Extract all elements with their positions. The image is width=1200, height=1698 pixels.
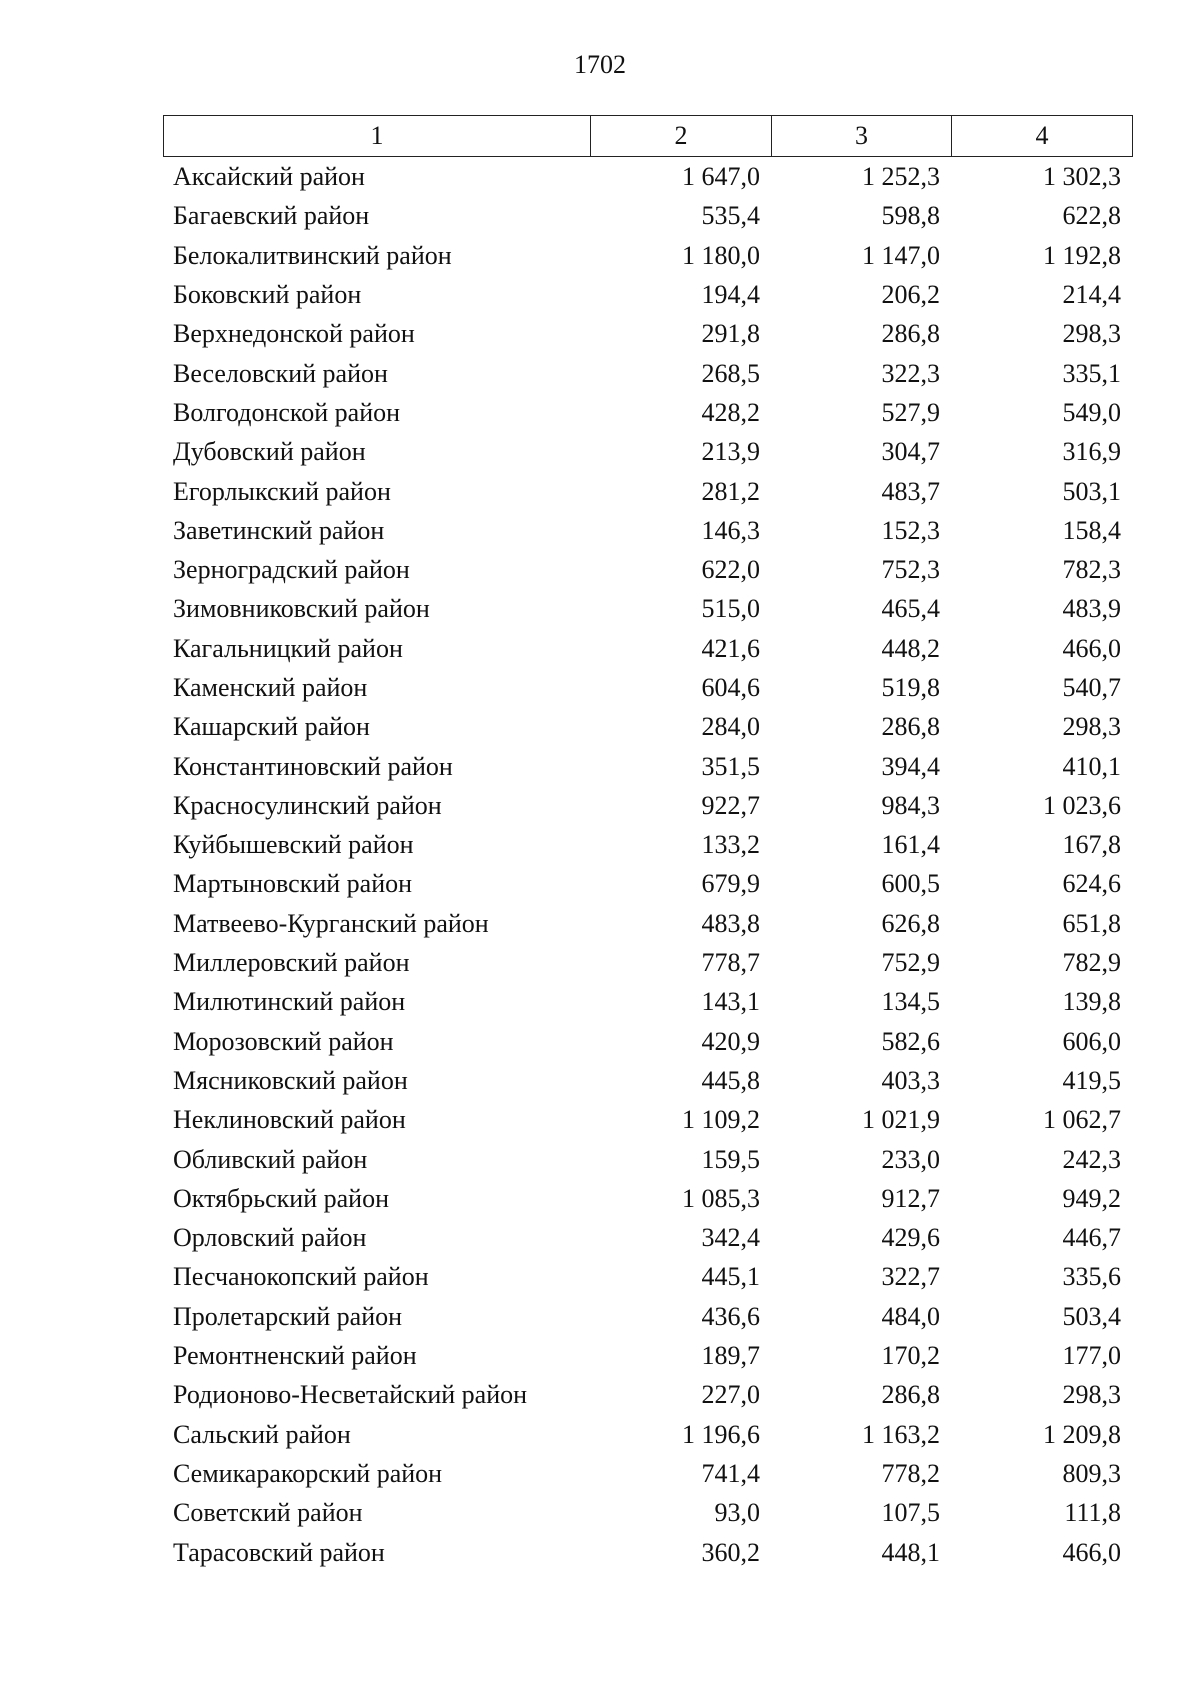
district-name: Песчанокопский район xyxy=(173,1262,429,1292)
table-row xyxy=(163,982,1132,1021)
value-col-3: 598,8 xyxy=(881,201,940,231)
value-col-3: 206,2 xyxy=(881,280,940,310)
value-col-3: 527,9 xyxy=(881,397,940,427)
table-row xyxy=(163,393,1132,432)
value-col-3: 519,8 xyxy=(881,673,940,702)
value-col-2: 93,0 xyxy=(714,1498,760,1528)
value-col-3: 233,0 xyxy=(881,1144,940,1174)
value-col-4: 242,3 xyxy=(1062,1144,1121,1174)
value-col-3: 483,7 xyxy=(881,476,940,506)
district-name: Кагальницкий район xyxy=(173,633,403,663)
value-col-2: 133,2 xyxy=(701,830,760,860)
district-name: Неклиновский район xyxy=(173,1105,406,1135)
value-col-3: 1 021,9 xyxy=(862,1105,940,1135)
value-col-3: 1 252,3 xyxy=(862,162,940,192)
district-name: Багаевский район xyxy=(173,201,370,231)
value-col-3: 778,2 xyxy=(881,1458,940,1488)
table-row xyxy=(163,314,1132,353)
value-col-3: 107,5 xyxy=(881,1498,940,1528)
value-col-2: 741,4 xyxy=(701,1458,760,1488)
district-name: Аксайский район xyxy=(173,162,365,192)
table-row xyxy=(163,943,1132,982)
header-col-4: 4 xyxy=(952,116,1133,157)
district-name: Волгодонской район xyxy=(173,397,401,427)
table-header xyxy=(163,115,1133,157)
value-col-3: 1 147,0 xyxy=(862,240,940,270)
table-row xyxy=(163,589,1132,628)
district-name: Егорлыкский район xyxy=(173,476,391,506)
value-col-3: 912,7 xyxy=(881,1183,940,1213)
page-number: 1702 xyxy=(574,50,626,79)
value-col-2: 1 085,3 xyxy=(682,1183,760,1213)
table-row xyxy=(163,275,1132,314)
value-col-3: 465,4 xyxy=(881,594,940,624)
value-col-4: 549,0 xyxy=(1062,397,1121,427)
district-name: Советский район xyxy=(173,1498,363,1528)
district-name: Верхнедонской район xyxy=(173,319,415,349)
table-row xyxy=(163,1218,1132,1257)
district-name: Белокалитвинский район xyxy=(173,240,452,270)
value-col-2: 922,7 xyxy=(701,790,760,820)
value-col-2: 778,7 xyxy=(701,948,760,978)
district-name: Веселовский район xyxy=(173,358,388,388)
district-name: Миллеровский район xyxy=(173,948,410,978)
value-col-2: 445,8 xyxy=(701,1065,760,1095)
district-name: Семикаракорский район xyxy=(173,1458,443,1488)
district-name: Константиновский район xyxy=(173,751,453,781)
value-col-3: 304,7 xyxy=(881,437,940,467)
table-row xyxy=(163,904,1132,943)
value-col-2: 281,2 xyxy=(701,476,760,506)
value-col-3: 322,7 xyxy=(881,1262,940,1292)
value-col-4: 1 023,6 xyxy=(1043,790,1121,820)
district-name: Ремонтненский район xyxy=(173,1341,417,1371)
value-col-3: 429,6 xyxy=(881,1223,940,1253)
value-col-3: 626,8 xyxy=(881,908,940,938)
value-col-2: 268,5 xyxy=(701,358,760,388)
district-name: Матвеево-Курганский район xyxy=(173,908,489,938)
value-col-4: 1 062,7 xyxy=(1043,1105,1121,1135)
value-col-4: 1 302,3 xyxy=(1043,162,1121,192)
value-col-4: 809,3 xyxy=(1062,1458,1121,1488)
district-name: Тарасовский район xyxy=(173,1537,385,1567)
district-name: Каменский район xyxy=(173,673,368,702)
table-row xyxy=(163,1493,1132,1532)
value-col-4: 949,2 xyxy=(1062,1183,1121,1213)
value-col-4: 782,3 xyxy=(1062,555,1121,585)
table-row xyxy=(163,746,1132,785)
value-col-4: 335,1 xyxy=(1062,358,1121,388)
value-col-4: 410,1 xyxy=(1062,751,1121,781)
value-col-4: 503,1 xyxy=(1062,476,1121,506)
value-col-4: 651,8 xyxy=(1062,908,1121,938)
value-col-4: 298,3 xyxy=(1062,1380,1121,1410)
district-name: Пролетарский район xyxy=(173,1301,403,1331)
value-col-2: 428,2 xyxy=(701,397,760,427)
value-col-3: 322,3 xyxy=(881,358,940,388)
table-row xyxy=(163,1061,1132,1100)
value-col-4: 622,8 xyxy=(1062,201,1121,231)
value-col-4: 167,8 xyxy=(1062,830,1121,860)
value-col-4: 483,9 xyxy=(1062,594,1121,624)
table-row xyxy=(163,353,1132,392)
value-col-4: 158,4 xyxy=(1062,515,1121,545)
value-col-4: 139,8 xyxy=(1062,987,1121,1017)
value-col-2: 284,0 xyxy=(701,712,760,742)
value-col-3: 170,2 xyxy=(881,1341,940,1371)
district-name: Куйбышевский район xyxy=(173,830,414,860)
value-col-4: 782,9 xyxy=(1062,948,1121,978)
value-col-2: 159,5 xyxy=(701,1144,760,1174)
header-row xyxy=(164,116,1133,157)
district-name: Орловский район xyxy=(173,1223,367,1253)
district-table xyxy=(163,157,1132,1572)
value-col-4: 177,0 xyxy=(1062,1341,1121,1371)
value-col-2: 1 196,6 xyxy=(682,1419,760,1449)
table-row xyxy=(163,236,1132,275)
district-name: Морозовский район xyxy=(173,1026,394,1056)
value-col-3: 403,3 xyxy=(881,1065,940,1095)
value-col-4: 624,6 xyxy=(1062,869,1121,899)
value-col-4: 419,5 xyxy=(1062,1065,1121,1095)
value-col-3: 286,8 xyxy=(881,712,940,742)
table-row xyxy=(163,707,1132,746)
value-col-2: 515,0 xyxy=(701,594,760,624)
value-col-3: 582,6 xyxy=(881,1026,940,1056)
value-col-4: 298,3 xyxy=(1062,319,1121,349)
value-col-4: 540,7 xyxy=(1062,673,1121,702)
table-row xyxy=(163,157,1132,196)
value-col-4: 335,6 xyxy=(1062,1262,1121,1292)
value-col-2: 1 109,2 xyxy=(682,1105,760,1135)
value-col-2: 143,1 xyxy=(701,987,760,1017)
value-col-4: 606,0 xyxy=(1062,1026,1121,1056)
value-col-2: 351,5 xyxy=(701,751,760,781)
value-col-2: 342,4 xyxy=(701,1223,760,1253)
value-col-2: 291,8 xyxy=(701,319,760,349)
district-name: Мясниковский район xyxy=(173,1065,408,1095)
value-col-3: 134,5 xyxy=(881,987,940,1017)
table-row xyxy=(163,629,1132,668)
district-name: Зерноградский район xyxy=(173,555,410,585)
table-row xyxy=(163,825,1132,864)
value-col-4: 446,7 xyxy=(1062,1223,1121,1253)
district-name: Обливский район xyxy=(173,1144,368,1174)
district-name: Дубовский район xyxy=(173,437,366,467)
value-col-4: 1 192,8 xyxy=(1043,240,1121,270)
value-col-4: 466,0 xyxy=(1062,633,1121,663)
value-col-2: 1 647,0 xyxy=(682,162,760,192)
value-col-4: 466,0 xyxy=(1062,1537,1121,1567)
table-row xyxy=(163,1257,1132,1296)
district-name: Заветинский район xyxy=(173,515,385,545)
district-name: Мартыновский район xyxy=(173,869,413,899)
table-row xyxy=(163,1415,1132,1454)
value-col-2: 420,9 xyxy=(701,1026,760,1056)
value-col-2: 146,3 xyxy=(701,515,760,545)
district-name: Милютинский район xyxy=(173,987,406,1017)
value-col-3: 161,4 xyxy=(881,830,940,860)
value-col-2: 1 180,0 xyxy=(682,240,760,270)
header-col-3: 3 xyxy=(772,116,952,157)
value-col-3: 286,8 xyxy=(881,1380,940,1410)
value-col-2: 445,1 xyxy=(701,1262,760,1292)
value-col-4: 316,9 xyxy=(1062,437,1121,467)
district-name: Красносулинский район xyxy=(173,790,442,820)
value-col-2: 604,6 xyxy=(701,673,760,702)
table-row xyxy=(163,432,1132,471)
value-col-2: 360,2 xyxy=(701,1537,760,1567)
value-col-4: 298,3 xyxy=(1062,712,1121,742)
value-col-2: 189,7 xyxy=(701,1341,760,1371)
table-row xyxy=(163,550,1132,589)
value-col-4: 503,4 xyxy=(1062,1301,1121,1331)
table-row xyxy=(163,786,1132,825)
value-col-2: 535,4 xyxy=(701,201,760,231)
table-row xyxy=(163,196,1132,235)
table-row xyxy=(163,1022,1132,1061)
table-row xyxy=(163,1336,1132,1375)
value-col-3: 152,3 xyxy=(881,515,940,545)
value-col-4: 111,8 xyxy=(1064,1498,1121,1528)
district-name: Зимовниковский район xyxy=(173,594,430,624)
table-row xyxy=(163,511,1132,550)
value-col-3: 752,3 xyxy=(881,555,940,585)
value-col-4: 214,4 xyxy=(1062,280,1121,310)
value-col-3: 286,8 xyxy=(881,319,940,349)
table-row xyxy=(163,1100,1132,1139)
district-name: Сальский район xyxy=(173,1419,351,1449)
value-col-2: 213,9 xyxy=(701,437,760,467)
value-col-3: 394,4 xyxy=(881,751,940,781)
value-col-2: 622,0 xyxy=(701,555,760,585)
value-col-3: 600,5 xyxy=(881,869,940,899)
district-name: Октябрьский район xyxy=(173,1183,389,1213)
value-col-2: 421,6 xyxy=(701,633,760,663)
value-col-3: 448,2 xyxy=(881,633,940,663)
value-col-3: 1 163,2 xyxy=(862,1419,940,1449)
value-col-2: 483,8 xyxy=(701,908,760,938)
table-row xyxy=(163,1532,1132,1571)
value-col-3: 484,0 xyxy=(881,1301,940,1331)
value-col-3: 752,9 xyxy=(881,948,940,978)
table-row xyxy=(163,1139,1132,1178)
table-body xyxy=(163,157,1132,1572)
value-col-2: 679,9 xyxy=(701,869,760,899)
table-row xyxy=(163,864,1132,903)
table-row xyxy=(163,471,1132,510)
district-name: Боковский район xyxy=(173,280,362,310)
value-col-2: 436,6 xyxy=(701,1301,760,1331)
table-row xyxy=(163,1454,1132,1493)
value-col-2: 194,4 xyxy=(701,280,760,310)
district-name: Кашарский район xyxy=(173,712,370,742)
table-row xyxy=(163,1297,1132,1336)
header-col-1: 1 xyxy=(164,116,591,157)
value-col-3: 984,3 xyxy=(881,790,940,820)
header-col-2: 2 xyxy=(591,116,772,157)
table-row xyxy=(163,668,1132,707)
value-col-3: 448,1 xyxy=(881,1537,940,1567)
table-row xyxy=(163,1179,1132,1218)
value-col-2: 227,0 xyxy=(701,1380,760,1410)
value-col-4: 1 209,8 xyxy=(1043,1419,1121,1449)
table-row xyxy=(163,1375,1132,1414)
district-name: Родионово-Несветайский район xyxy=(173,1380,528,1410)
